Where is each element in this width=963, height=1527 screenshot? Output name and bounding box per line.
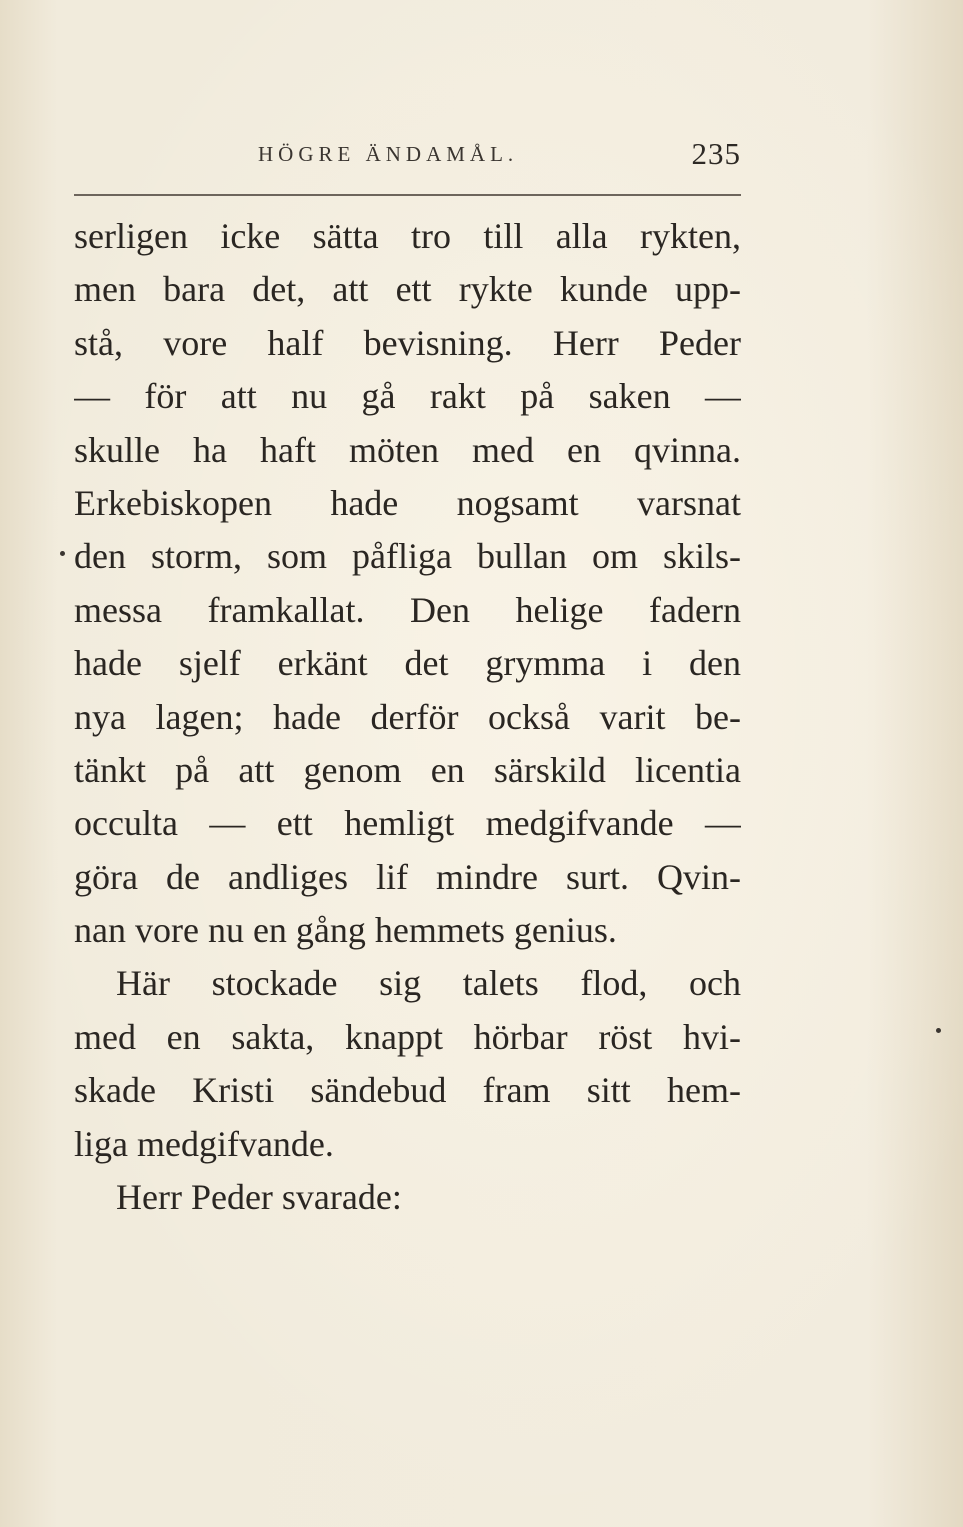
text-line: skade Kristi sändebud fram sitt hem- — [74, 1070, 741, 1111]
text-line: men bara det, att ett rykte kunde upp- — [74, 269, 741, 310]
text-line: tänkt på att genom en särskild licentia — [74, 749, 741, 790]
page-number: 235 — [691, 136, 741, 171]
ink-speck — [936, 1028, 941, 1033]
text-line: den storm, som påfliga bullan om skils- — [74, 536, 741, 577]
text-line: Erkebiskopen hade nogsamt varsnat — [74, 482, 741, 523]
body-text — [74, 210, 741, 1224]
text-line: messa framkallat. Den helige fadern — [74, 589, 741, 630]
text-line: hade sjelf erkänt det grymma i den — [74, 643, 741, 684]
text-line: liga medgifvande. — [74, 1123, 334, 1164]
text-line: nan vore nu en gång hemmets genius. — [74, 910, 617, 951]
text-line: occulta — ett hemligt medgifvande — — [74, 803, 741, 844]
text-line: — för att nu gå rakt på saken — — [74, 376, 741, 417]
text-line: Här stockade sig talets flod, och — [116, 963, 741, 1004]
text-line: skulle ha haft möten med en qvinna. — [74, 429, 741, 470]
ink-speck — [60, 551, 65, 556]
text-line: stå, vore half bevisning. Herr Peder — [74, 322, 741, 363]
page-header — [74, 136, 741, 176]
text-line: nya lagen; hade derför också varit be- — [74, 696, 741, 737]
text-line: med en sakta, knappt hörbar röst hvi- — [74, 1016, 741, 1057]
running-head: HÖGRE ÄNDAMÅL. — [258, 142, 519, 166]
header-rule — [74, 194, 741, 196]
text-line: serligen icke sätta tro till alla rykten, — [74, 216, 741, 256]
text-line: Herr Peder svarade: — [116, 1177, 402, 1218]
text-line: göra de andliges lif mindre surt. Qvin- — [74, 856, 741, 897]
